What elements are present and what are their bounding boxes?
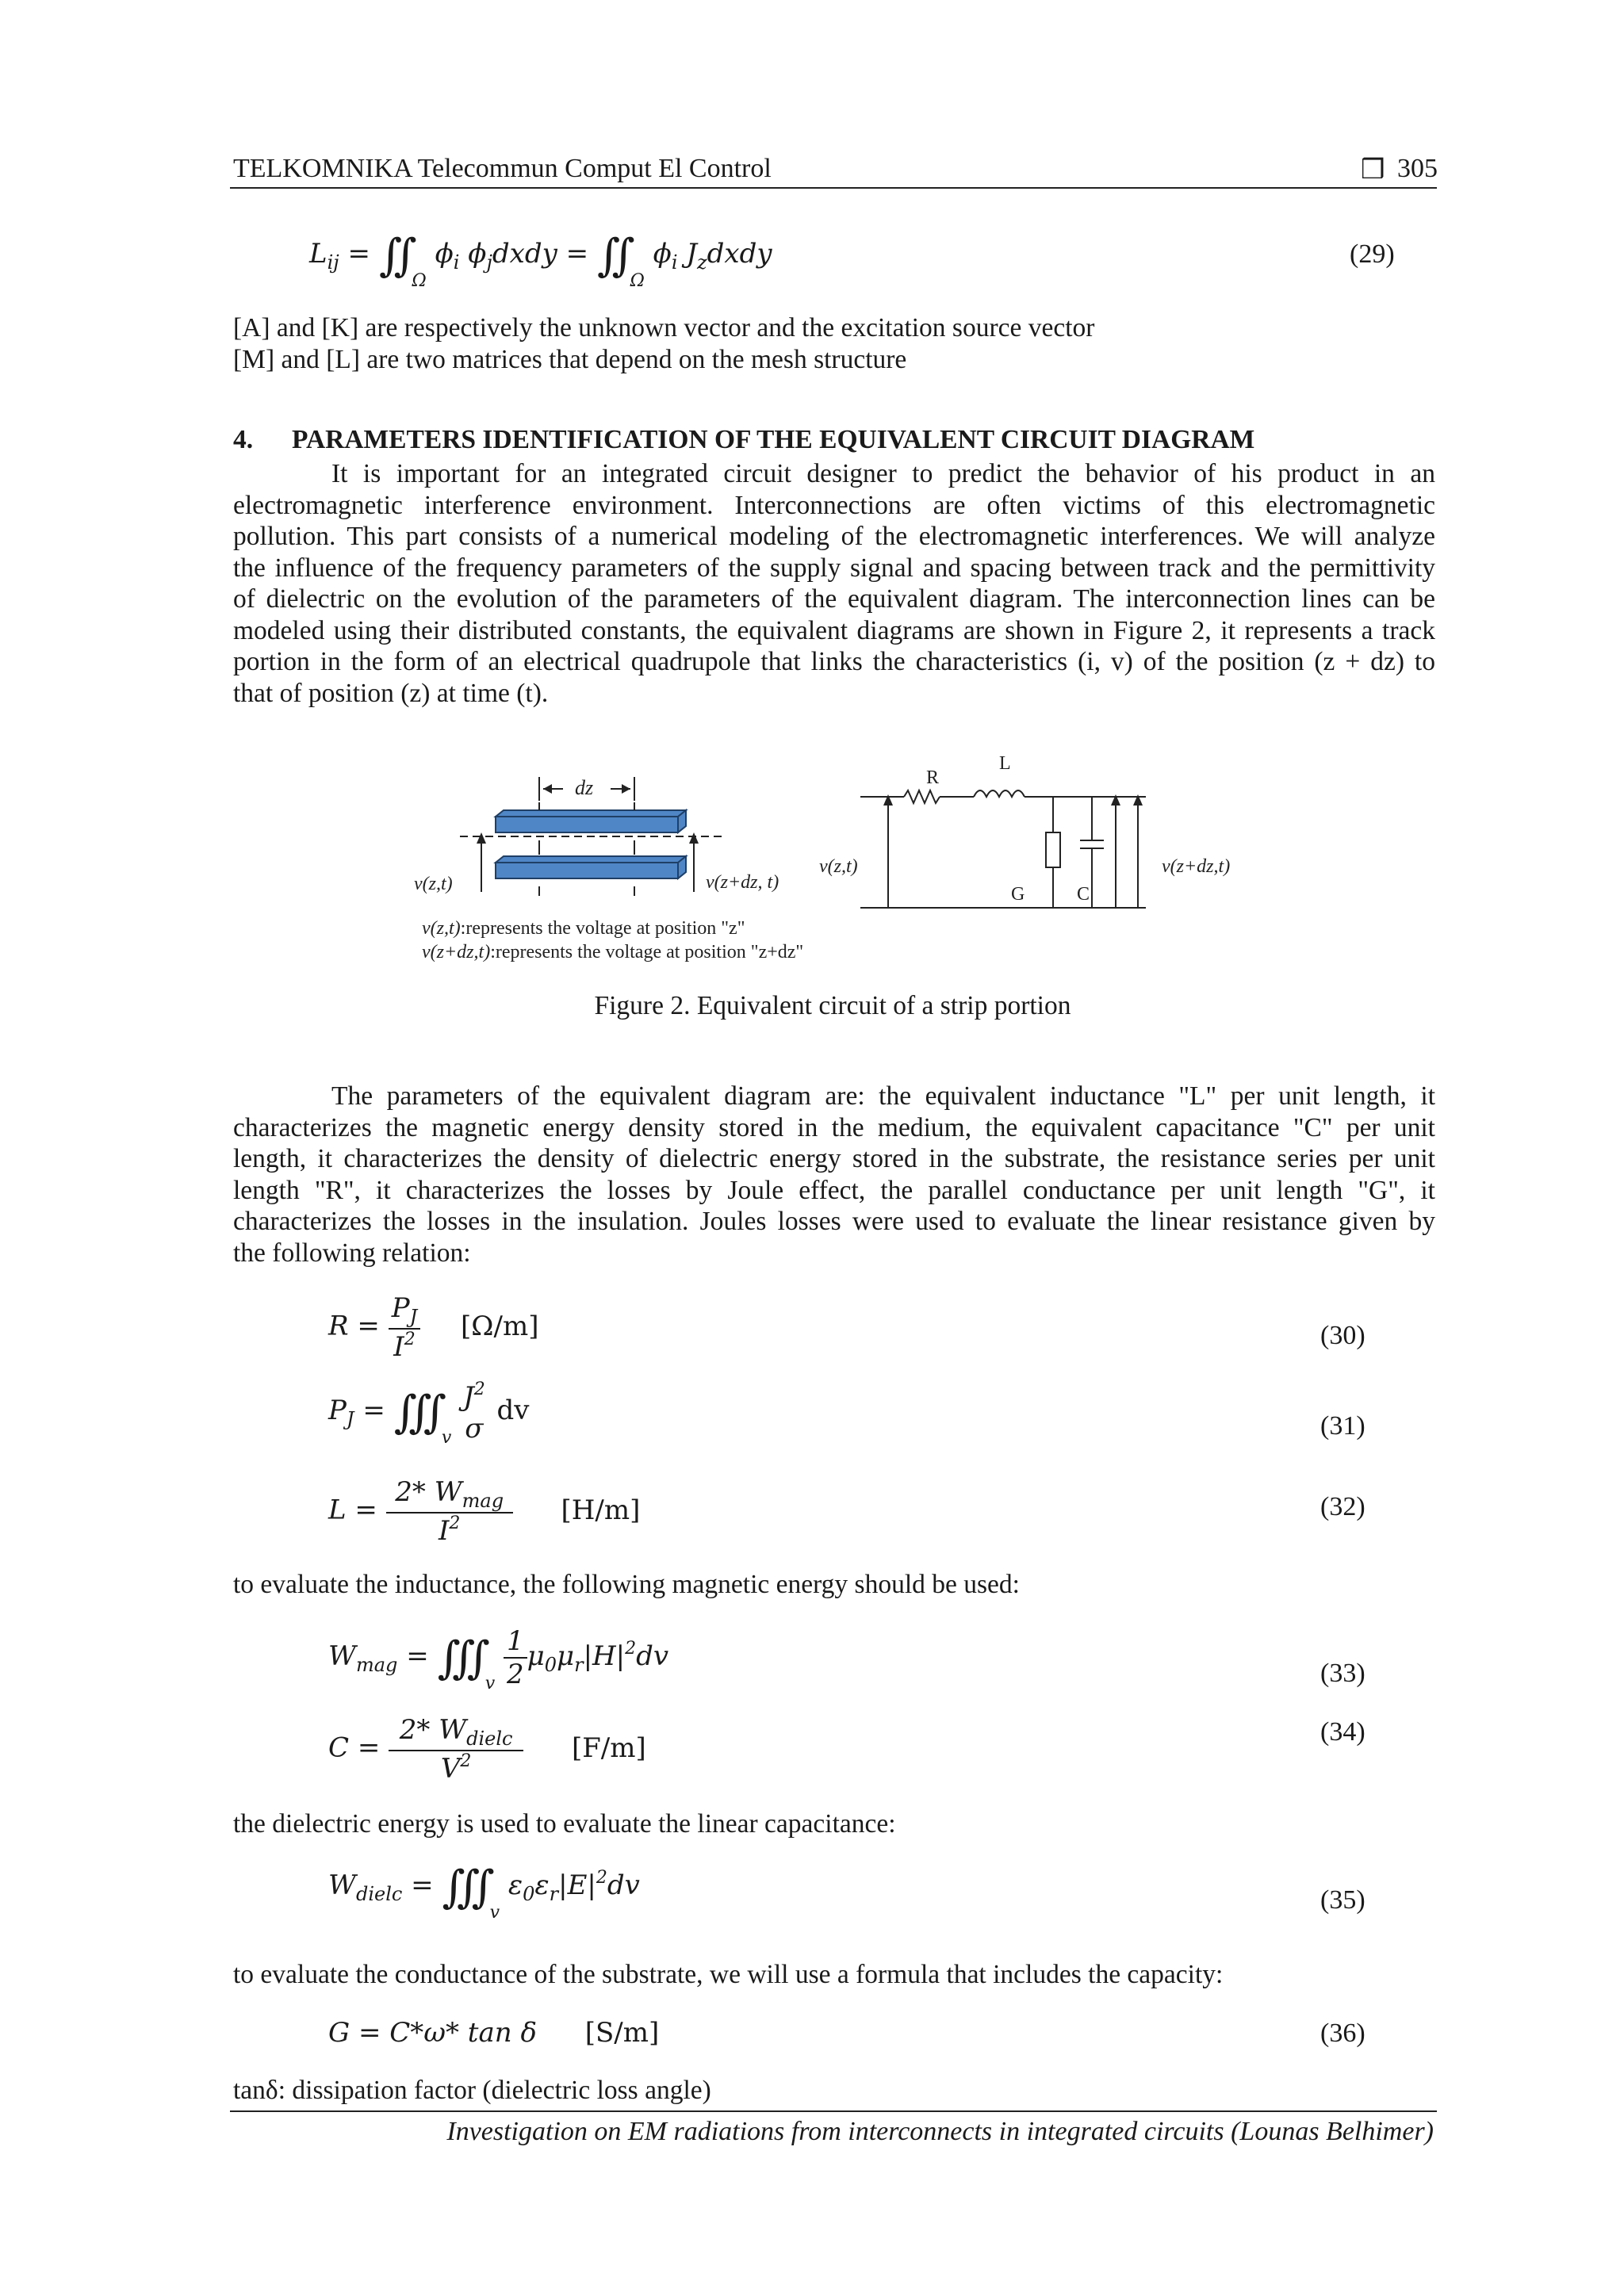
upper-strip [496, 810, 686, 832]
upper-strip-top [496, 810, 686, 817]
conductance-label: G [1011, 884, 1025, 905]
resistor-r [904, 790, 940, 803]
paragraph-line: modeled using their distributed constants, the equivalent diagrams are shown in Figure 2, it represents a track [233, 615, 1435, 645]
conductance-g [1046, 832, 1060, 867]
page-number-box-icon: ❒ [1361, 155, 1385, 185]
legend-line-1: v(z,t):represents the voltage at position "z" [422, 918, 745, 939]
upper-strip-face [496, 817, 678, 832]
equivalent-circuit-diagram [396, 753, 1308, 991]
figure-caption: Figure 2. Equivalent circuit of a strip portion [594, 991, 1071, 1020]
equation-number: (36) [1320, 2019, 1365, 2048]
running-footer: Investigation on EM radiations from interconnects in integrated circuits (Lounas Belhimer) [446, 2117, 1434, 2146]
paragraph-line: the influence of the frequency parameters of the supply signal and spacing between track and the permittivity [233, 553, 1435, 583]
equation-30: R = $\frac{P_J}{I^2}$ [Ω/m] [328, 1292, 539, 1363]
dz-label: dz [575, 776, 594, 799]
note-line: [A] and [K] are respectively the unknown vector and the excitation source vector [233, 313, 1095, 342]
paragraph-intro [233, 458, 1435, 709]
inductor-l [974, 790, 1025, 797]
section-title: PARAMETERS IDENTIFICATION OF THE EQUIVALENT CIRCUIT DIAGRAM [292, 425, 1255, 454]
tan-delta-note: tanδ: dissipation factor (dielectric loss angle) [233, 2076, 711, 2105]
vector-notes [233, 312, 1435, 375]
equation-number: (33) [1320, 1659, 1365, 1688]
equation-number: (29) [1350, 239, 1395, 269]
text-conductance: to evaluate the conductance of the substrate, we will use a formula that includes the capacity: [233, 1960, 1224, 1989]
equation-29: $L_{ij}$ = $∬_\Omega$ $\phi_i$ $\phi_jdxdy$ = $∬_\Omega$ $\phi_i$ $J_zdxdy$ [309, 230, 772, 291]
paragraph-line: that of position (z) at time (t). [233, 678, 549, 708]
equation-36: G = C*ω* tan δ [S/m] [328, 2017, 660, 2049]
legend-line-2: v(z+dz,t):represents the voltage at position "z+dz" [422, 942, 804, 962]
equation-number: (34) [1320, 1717, 1365, 1747]
figure-2 [396, 753, 1308, 991]
paragraph-line: characterizes the losses in the insulation. Joules losses were used to evaluate the linear resistance given by [233, 1207, 1435, 1236]
lower-strip [496, 856, 686, 878]
equation-number: (35) [1320, 1885, 1365, 1915]
equation-number: (32) [1320, 1492, 1365, 1521]
running-header: TELKOMNIKA Telecommun Comput El Control [233, 154, 772, 183]
circuit-left-voltage: v(z,t) [819, 856, 858, 877]
paragraph-line: electromagnetic interference environment. Interconnections are often victims of this electromagnetic [233, 490, 1435, 520]
paragraph-line: length "R", it characterizes the losses by Joule effect, the parallel conductance per unit length "G", it [233, 1175, 1435, 1205]
paragraph-line: of dielectric on the evolution of the parameters of the equivalent diagram. The interconnection lines can be [233, 584, 1435, 614]
lower-strip-face [496, 863, 678, 878]
text-dielectric-energy: the dielectric energy is used to evaluate the linear capacitance: [233, 1809, 896, 1839]
note-line: [M] and [L] are two matrices that depend on the mesh structure [233, 344, 907, 374]
section-number: 4. [233, 425, 254, 454]
equation-number: (30) [1320, 1321, 1365, 1350]
paragraph-line: characterizes the magnetic energy density stored in the medium, the equivalent capacitance "C" per unit [233, 1112, 1435, 1142]
inductor-label: L [999, 753, 1011, 774]
lumped-circuit [860, 790, 1146, 908]
circuit-right-voltage: v(z+dz,t) [1162, 856, 1231, 877]
paragraph-line: It is important for an integrated circuit designer to predict the behavior of his product in an [331, 459, 1435, 488]
page-number: 305 [1397, 154, 1438, 183]
equation-34: C = $\frac{2* W_{dielc}}{V^2}$ [F/m] [328, 1714, 646, 1785]
equation-31: $P_J$ = $∭_v$ $J^2$ σ dv [328, 1380, 530, 1448]
left-voltage-label: v(z,t) [414, 874, 453, 894]
capacitor-label: C [1077, 884, 1090, 905]
paragraph-line: portion in the form of an electrical quadrupole that links the characteristics (i, v) of the position (z + dz) to [233, 647, 1435, 676]
paragraph-parameters [233, 1081, 1435, 1269]
paragraph-line: The parameters of the equivalent diagram are: the equivalent inductance "L" per unit length, it [331, 1081, 1435, 1111]
header-rule [230, 187, 1437, 189]
equation-35: $W_{dielc}$ = $∭_v$ $\varepsilon_0\varepsilon_r|E|^2dv$ [328, 1862, 640, 1923]
lower-strip-top [496, 856, 686, 863]
equation-number: (31) [1320, 1411, 1365, 1441]
text-magnetic-energy: to evaluate the inductance, the following magnetic energy should be used: [233, 1570, 1020, 1599]
equation-33: $W_{mag}$ = $∭_v$ $\frac{1}{2}$ $\mu_0\mu_r|H|^2dv$ [328, 1625, 669, 1693]
resistor-label: R [926, 767, 940, 788]
footer-rule [230, 2110, 1437, 2112]
paragraph-line: length, it characterizes the density of dielectric energy stored in the substrate, the resistance series per unit [233, 1144, 1435, 1173]
equation-32: L = $\frac{2* W_{mag}}{I^2}$ [H/m] [328, 1476, 641, 1547]
right-voltage-label: v(z+dz, t) [706, 872, 779, 893]
paragraph-line: pollution. This part consists of a numerical modeling of the electromagnetic interferences. We will analyze [233, 522, 1435, 551]
paragraph-line: the following relation: [233, 1238, 471, 1268]
